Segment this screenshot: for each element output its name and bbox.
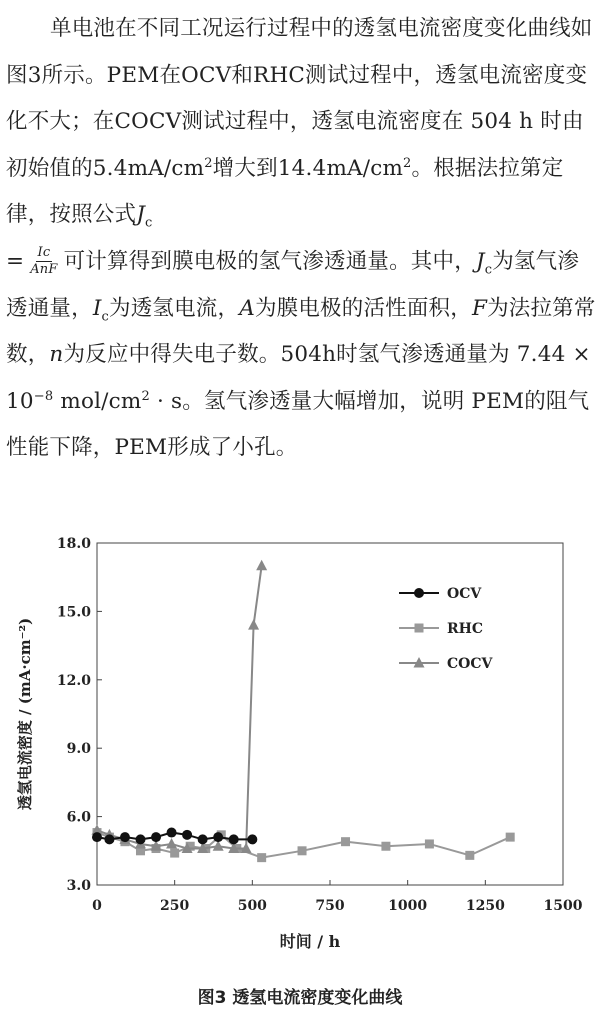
text-run: 为膜电极的活性面积， <box>254 295 472 321</box>
text-run: 为氢气渗透通量， <box>6 248 580 321</box>
subscript: c <box>145 215 153 231</box>
formula-symbol: A <box>239 295 255 321</box>
y-tick-label: 15.0 <box>56 604 91 621</box>
data-point-rhc <box>465 851 474 860</box>
data-point-ocv <box>104 834 114 844</box>
formula-symbol: J <box>475 248 485 274</box>
formula-symbol: F <box>471 295 488 321</box>
chart-container <box>0 525 600 965</box>
data-point-rhc <box>341 837 350 846</box>
superscript: 2 <box>204 155 213 171</box>
x-tick-label: 0 <box>92 898 102 914</box>
data-point-ocv <box>247 834 257 844</box>
x-axis-label: 时间 / h <box>279 932 341 951</box>
data-point-rhc <box>170 849 179 858</box>
x-tick-label: 250 <box>160 898 190 914</box>
formula-numerator: Ic <box>37 245 51 261</box>
text-run: 。根据法拉第定律，按照公式 <box>6 155 564 228</box>
data-point-cocv <box>256 560 267 571</box>
y-axis-label: 透氢电流密度 / (mA·cm⁻²) <box>16 617 34 811</box>
data-point-cocv <box>248 619 259 630</box>
data-point-ocv <box>213 832 223 842</box>
superscript: −8 <box>33 388 54 404</box>
data-point-ocv <box>151 832 161 842</box>
subscript: c <box>484 262 493 278</box>
legend-marker-rhc <box>415 624 424 633</box>
x-tick-label: 500 <box>237 898 267 914</box>
formula-symbol: J <box>136 202 146 228</box>
text-run: 单电池在不同工况运行过程中的透氢电流密度变化曲线如图3所示。PEM在OCV和RHC测试过程中，透氢电流密度变化不大；在COCV测试过程中，透氢电流密度在 504 h 时由初始值的5.4mA/cm <box>6 16 593 181</box>
paragraph-text <box>6 6 598 472</box>
x-tick-label: 750 <box>315 898 345 914</box>
superscript: 2 <box>141 388 150 404</box>
formula-symbol: n <box>49 342 64 368</box>
text-run: · s。氢气渗透量大幅增加，说明 PEM的阻气性能下降，PEM形成了小孔。 <box>6 388 590 461</box>
legend-label-cocv: COCV <box>447 656 493 672</box>
x-tick-label: 1000 <box>388 898 428 914</box>
formula-equals: = <box>6 248 25 274</box>
text-run: 为透氢电流， <box>109 295 240 321</box>
series-line-cocv <box>97 566 262 849</box>
data-point-ocv <box>229 834 239 844</box>
legend-label-rhc: RHC <box>447 621 484 637</box>
data-point-ocv <box>182 830 192 840</box>
y-tick-label: 9.0 <box>66 741 91 758</box>
data-point-ocv <box>135 834 145 844</box>
y-tick-label: 12.0 <box>56 672 91 689</box>
line-chart <box>0 525 600 965</box>
y-tick-label: 18.0 <box>56 536 91 552</box>
data-point-rhc <box>257 853 266 862</box>
text-run: 为法拉第常数， <box>6 295 596 368</box>
data-point-ocv <box>167 828 177 838</box>
x-tick-label: 1500 <box>543 898 583 914</box>
subscript: c <box>101 308 109 324</box>
legend-marker-ocv <box>414 588 424 598</box>
formula-fraction <box>28 245 59 278</box>
text-run: 为反应中得失电子数。504h时氢气渗透通量为 7.44 × 10 <box>6 342 591 414</box>
figure-caption: 图3 透氢电流密度变化曲线 <box>197 988 403 1008</box>
data-point-rhc <box>425 839 434 848</box>
data-point-rhc <box>381 842 390 851</box>
formula-symbol: I <box>92 295 102 321</box>
formula-denominator: AnF <box>30 262 58 278</box>
text-run: 增大到14.4mA/cm <box>212 155 404 181</box>
article-paragraph <box>6 6 598 472</box>
y-tick-label: 3.0 <box>66 878 91 894</box>
legend-label-ocv: OCV <box>447 586 482 602</box>
data-point-cocv <box>166 838 177 849</box>
data-point-ocv <box>92 832 102 842</box>
data-point-ocv <box>198 834 208 844</box>
text-run: 可计算得到膜电极的氢气渗透通量。其中， <box>63 248 476 274</box>
text-run: mol/cm <box>53 388 142 414</box>
data-point-rhc <box>506 833 515 842</box>
x-tick-label: 1250 <box>465 898 505 914</box>
data-point-ocv <box>120 832 130 842</box>
superscript: 2 <box>403 155 412 171</box>
y-tick-label: 6.0 <box>66 809 91 826</box>
data-point-rhc <box>298 846 307 855</box>
